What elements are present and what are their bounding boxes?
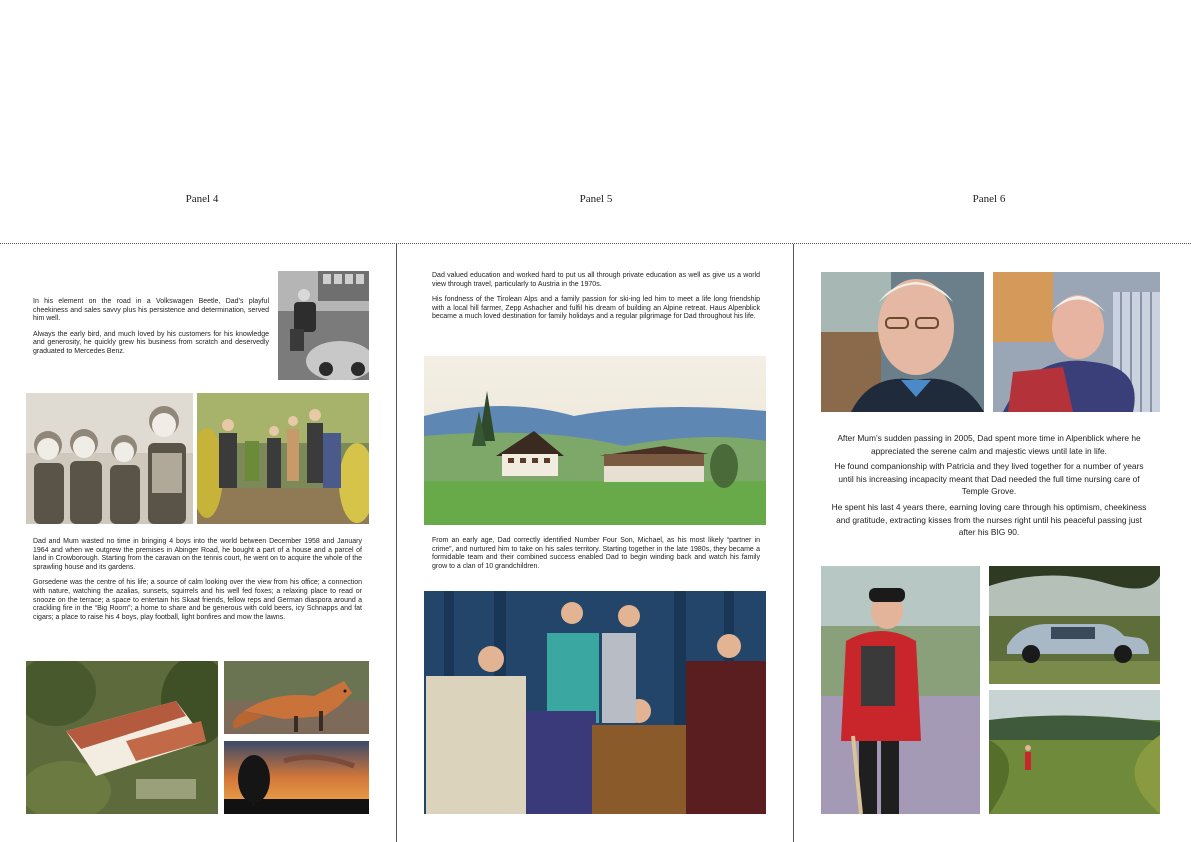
panel-divider-right (793, 244, 794, 842)
photo-vw-beetle (278, 271, 369, 380)
photo-dad-portrait (821, 272, 984, 412)
photo-heathland (989, 690, 1160, 814)
paragraph: Dad valued education and worked hard to put us all through private education as well as give us a world view through travel, particularly to Austria in the 1970s. (432, 272, 760, 288)
paragraph: Dad and Mum wasted no time in bringing 4 boys into the world between December 1958 and January 1964 and when we outgrew the premises in Abinger Road, he bought a part of a house and a parcel of land in Crowborough. Starting from the caravan on the tennis court, he went on to acquire the whole of the sprawling house and its gardens. (33, 538, 362, 571)
photo-fox (224, 661, 369, 734)
panel-5-label: Panel 5 (579, 193, 613, 205)
panel6-text (828, 432, 1150, 542)
photo-sunset (224, 741, 369, 814)
paragraph: From an early age, Dad correctly identified Number Four Son, Michael, as his most likely “partner in crime”, and nurtured him to take on his sales territory. Starting together in the late 1980s, they became a formidable team and their combined success enabled Dad to begin winding back and watch his family grow to a clan of 10 grandchildren. (432, 537, 760, 570)
photo-dad-walking-stick (821, 566, 980, 814)
paragraph: In his element on the road in a Volkswagen Beetle, Dad’s playful cheekiness and sales savvy plus his persistence and determination, served him well. (33, 298, 269, 323)
panel5-family-text (432, 537, 760, 578)
panel-divider-left (396, 244, 397, 842)
photo-family-group (424, 591, 766, 814)
paragraph: Always the early bird, and much loved by his customers for his knowledge and generosity, he quickly grew his business from scratch and deservedly graduated to Mercedes Benz. (33, 330, 269, 355)
photo-dad-smiling (993, 272, 1160, 412)
paragraph: Gorsedene was the centre of his life; a source of calm looking over the view from his office; a connection with nature, watching the azalias, sunsets, squirrels and his well fed foxes; a relaxing place to read or snooze on the terrace; a space to entertain his Skaat friends, fellow reps and German diaspora around a crackling fire in the “Big Room”; a home to share and be generous with cold beers, icy Schnapps and fat cigars; a place to raise his 4 boys, play football, light bonfires and mow the lawns. (33, 579, 362, 621)
paragraph: After Mum’s sudden passing in 2005, Dad spent more time in Alpenblick where he appreciated the serene calm and majestic views until late in life. (837, 433, 1141, 456)
photo-haus-alpenblick (424, 356, 766, 525)
photo-aerial-house (26, 661, 218, 814)
fold-line (0, 243, 1191, 244)
paragraph: His fondness of the Tirolean Alps and a family passion for ski-ing led him to meet a life long friendship with a local hill farmer, Zepp Ashacher and fulfil his dream of building an Alpine retreat. Haus Alpenblick became a much loved destination for family holidays and a regular pilgrimage for Dad throughout his life. (432, 296, 760, 321)
photo-family-garden (197, 393, 369, 524)
paragraph: He spent his last 4 years there, earning loving care through his optimism, cheekiness and gratitude, extracting kisses from the nurses right until his peaceful passing just after his BIG 90. (831, 501, 1147, 538)
panel4-intro-text (33, 298, 269, 364)
paragraph: He found companionship with Patricia and they lived together for a number of years until his increasing incapacity meant that Dad needed the full time nursing care of Temple Grove. (834, 461, 1144, 497)
panel5-intro-text (432, 272, 760, 329)
panel-6-label: Panel 6 (972, 193, 1006, 205)
panel-4-label: Panel 4 (185, 193, 219, 205)
panel4-family-text (33, 538, 362, 629)
photo-mercedes (989, 566, 1160, 684)
photo-four-boys (26, 393, 193, 524)
